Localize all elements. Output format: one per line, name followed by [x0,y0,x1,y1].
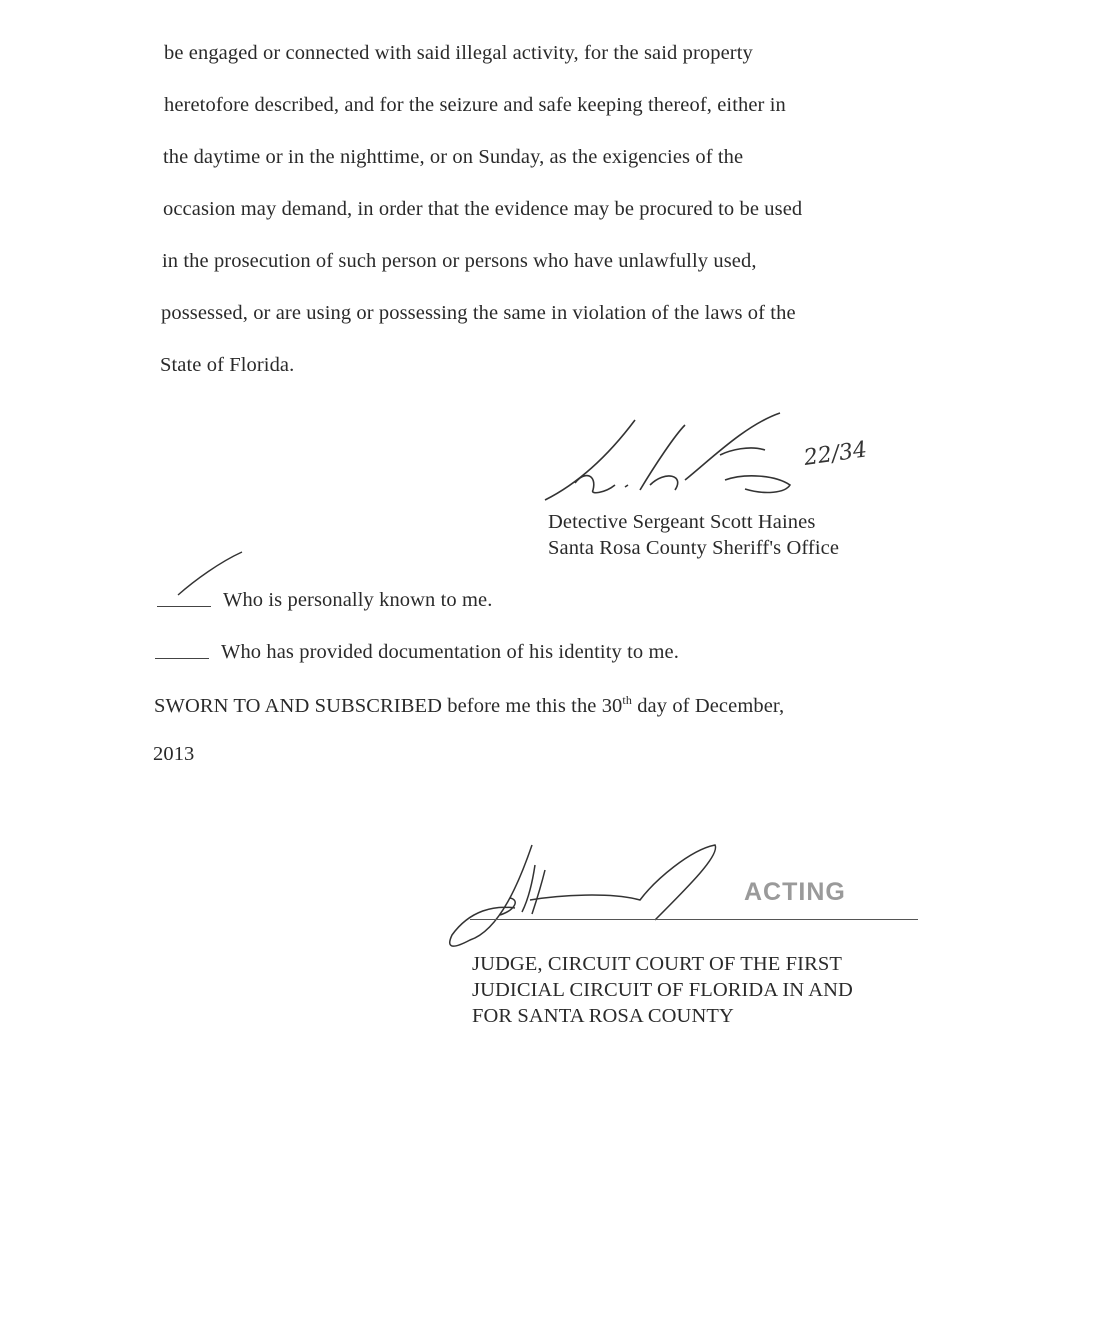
affiant-name: Detective Sergeant Scott Haines [548,511,816,533]
documented-blank [155,658,209,659]
sworn-ordinal: th [622,693,632,707]
judge-signature-line [470,919,918,920]
sworn-year: 2013 [153,743,195,765]
judge-signature [440,840,730,955]
acting-stamp: ACTING [744,878,846,906]
identification-known [157,589,492,612]
body-line-4: occasion may demand, in order that the evidence may be procured to be used [163,198,803,220]
identification-documented-text: Who has provided documentation of his identity to me. [221,641,679,663]
affiant-office: Santa Rosa County Sheriff's Office [548,537,840,559]
body-line-2: heretofore described, and for the seizure and safe keeping thereof, either in [164,94,786,116]
judge-title-line-2: JUDICIAL CIRCUIT OF FLORIDA IN AND [472,979,853,1001]
affiant-signature [535,405,895,510]
body-line-5: in the prosecution of such person or persons who have unlawfully used, [162,250,757,272]
affiant-signature-note: 22/34 [802,437,869,471]
body-line-1: be engaged or connected with said illegal activity, for the said property [164,42,753,64]
identification-known-text: Who is personally known to me. [223,589,493,611]
body-line-6: possessed, or are using or possessing the same in violation of the laws of the [161,302,796,324]
identification-documented [155,641,679,664]
sworn-suffix: day of December, [631,694,785,717]
body-line-7: State of Florida. [160,354,295,376]
judge-title-line-1: JUDGE, CIRCUIT COURT OF THE FIRST [472,953,842,975]
judge-title-line-3: FOR SANTA ROSA COUNTY [472,1005,734,1027]
known-blank [157,606,211,607]
body-line-3: the daytime or in the nighttime, or on Sunday, as the exigencies of the [163,146,744,168]
sworn-statement [154,693,784,718]
sworn-prefix: SWORN TO AND SUBSCRIBED before me this the 30 [154,694,623,717]
